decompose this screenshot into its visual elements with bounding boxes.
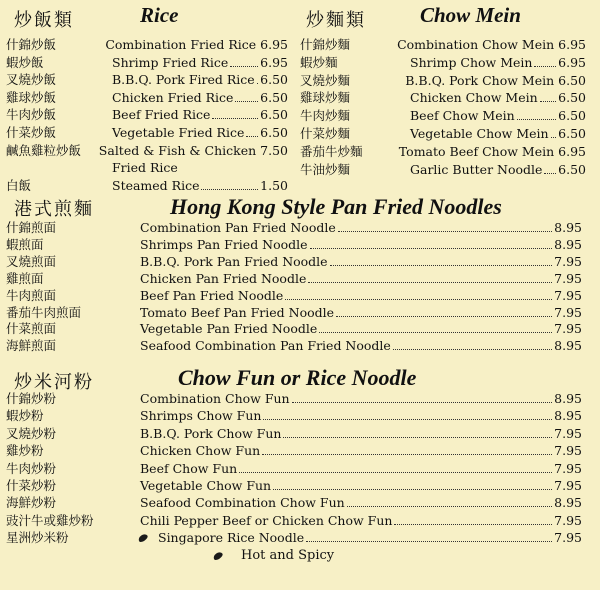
menu-item-name: Vegetable Chow Mein xyxy=(410,126,549,141)
menu-item-name: Combination Pan Fried Noodle xyxy=(140,220,336,235)
menu-item xyxy=(6,460,582,477)
menu-item-price: 7.95 xyxy=(554,478,582,493)
menu-item-chinese-name: 蝦炒飯 xyxy=(6,54,44,70)
menu-item-price: 6.95 xyxy=(558,143,586,159)
menu-item-chinese-name: 什菜炒粉 xyxy=(6,478,57,493)
menu-item-price: 6.50 xyxy=(260,72,288,88)
leader-dots xyxy=(330,265,553,266)
menu-item xyxy=(6,529,582,546)
chili-pepper-icon xyxy=(137,532,149,543)
menu-item-name: B.B.Q. Pork Chow Mein xyxy=(405,72,555,88)
menu-item-name: Combination Fried Rice xyxy=(105,37,257,52)
leader-dots xyxy=(517,119,557,120)
menu-item xyxy=(6,89,288,106)
menu-item-price: 6.50 xyxy=(260,125,288,140)
menu-item xyxy=(300,107,586,124)
menu-item-name: Tomato Beef Pan Fried Noodle xyxy=(140,304,335,320)
menu-item-name: Singapore Rice Noodle xyxy=(158,530,305,546)
menu-item-name: Chicken Pan Fried Noodle xyxy=(140,270,307,286)
leader-dots xyxy=(262,454,552,455)
menu-item xyxy=(6,71,288,88)
leader-dots xyxy=(285,299,552,300)
menu-item-chinese-name: 牛肉炒粉 xyxy=(6,460,57,476)
menu-item-name: Chili Pepper Beef or Chicken Chow Fun xyxy=(140,512,393,528)
chow-fun-title-cjk: 炒米河粉 xyxy=(14,372,94,393)
leader-dots xyxy=(235,101,258,102)
menu-item xyxy=(300,125,586,142)
menu-item xyxy=(6,236,582,253)
chow-mein-title: Chow Mein xyxy=(420,3,521,27)
menu-item-price: 6.50 xyxy=(260,107,288,123)
menu-item-price: 7.95 xyxy=(554,270,582,286)
menu-item xyxy=(6,512,582,529)
menu-item xyxy=(6,106,288,123)
menu-item xyxy=(6,177,288,194)
menu-item xyxy=(6,124,288,141)
menu-item xyxy=(6,407,582,424)
menu-item xyxy=(6,320,582,337)
menu-item-chinese-name: 鹹魚雞粒炒飯 xyxy=(6,142,82,158)
menu-item-price: 8.95 xyxy=(554,495,582,511)
leader-dots xyxy=(201,189,258,190)
chow-mein-title-cjk: 炒麵類 xyxy=(306,10,366,31)
leader-dots xyxy=(246,136,258,137)
menu-item-chinese-name: 蝦煎面 xyxy=(6,236,44,252)
menu-item xyxy=(300,72,586,89)
menu-item-price: 6.50 xyxy=(558,72,586,88)
menu-item xyxy=(6,337,582,354)
menu-item xyxy=(6,425,582,442)
menu-item-chinese-name: 番茄牛炒麵 xyxy=(300,143,363,159)
menu-item-price: 7.95 xyxy=(554,304,582,320)
pan-fried-title-cjk: 港式煎麵 xyxy=(14,199,94,220)
menu-item-chinese-name: 什錦炒麵 xyxy=(300,37,351,52)
hot-spicy-label: Hot and Spicy xyxy=(241,548,335,563)
menu-item-chinese-name: 什菜炒麵 xyxy=(300,126,351,141)
leader-dots xyxy=(239,472,552,473)
menu-item xyxy=(6,494,582,511)
menu-item-name: Vegetable Fried Rice xyxy=(112,125,245,140)
menu-item-name: Chicken Chow Fun xyxy=(140,443,261,459)
menu-item-chinese-name: 牛油炒麵 xyxy=(300,161,351,177)
menu-item-price: 7.95 xyxy=(554,443,582,459)
menu-item xyxy=(6,159,288,176)
menu-item-price: 8.95 xyxy=(554,338,582,354)
menu-item-chinese-name: 蝦炒粉 xyxy=(6,408,44,424)
menu-item-chinese-name: 蝦炒麵 xyxy=(300,54,338,70)
menu-item-name: Shrimp Chow Mein xyxy=(410,54,533,70)
menu-item-price: 8.95 xyxy=(554,220,582,235)
menu-item xyxy=(6,442,582,459)
leader-dots xyxy=(230,66,258,67)
menu-item-name: Combination Chow Mein xyxy=(397,37,555,52)
menu-item xyxy=(6,142,288,159)
menu-item-price: 7.95 xyxy=(554,321,582,337)
menu-item-price: 8.95 xyxy=(554,236,582,252)
menu-item xyxy=(6,304,582,321)
menu-item-name: Vegetable Chow Fun xyxy=(140,478,272,493)
menu-item-name: B.B.Q. Pork Fired Rice xyxy=(112,72,255,88)
leader-dots xyxy=(544,173,556,174)
menu-item xyxy=(300,161,586,178)
menu-item-name: Chicken Fried Rice xyxy=(112,89,234,105)
menu-item-price: 8.95 xyxy=(554,391,582,406)
menu-item xyxy=(300,89,586,106)
leader-dots xyxy=(212,118,258,119)
menu-item-price: 7.95 xyxy=(554,530,582,546)
menu-item-name: Salted & Fish & Chicken xyxy=(98,142,257,158)
menu-item-chinese-name: 雞球炒麵 xyxy=(300,90,351,106)
leader-dots xyxy=(336,316,552,317)
menu-item-price: 6.50 xyxy=(558,90,586,106)
leader-dots xyxy=(338,231,552,232)
menu-item-chinese-name: 海鮮炒粉 xyxy=(6,495,57,511)
menu-item xyxy=(300,36,586,53)
chow-fun-title: Chow Fun or Rice Noodle xyxy=(178,365,417,390)
leader-dots xyxy=(310,248,553,249)
pan-fried-title: Hong Kong Style Pan Fried Noodles xyxy=(170,194,502,219)
hot-spicy-legend xyxy=(213,548,334,563)
menu-item-price: 6.50 xyxy=(558,108,586,124)
menu-item-price: 6.50 xyxy=(558,161,586,177)
menu-item-chinese-name: 番茄牛肉煎面 xyxy=(6,304,82,320)
menu-item-name: Shrimps Pan Fried Noodle xyxy=(140,236,308,252)
menu-item-price: 1.50 xyxy=(260,177,288,193)
menu-item-name: Seafood Combination Pan Fried Noodle xyxy=(140,338,391,354)
menu-item xyxy=(300,54,586,71)
leader-dots xyxy=(534,66,556,67)
menu-item-chinese-name: 叉燒炒麵 xyxy=(300,72,351,88)
rice-title: Rice xyxy=(140,3,179,27)
leader-dots xyxy=(257,83,258,84)
leader-dots xyxy=(347,506,552,507)
menu-item-price: 7.50 xyxy=(260,142,288,158)
menu-item-name: Seafood Combination Chow Fun xyxy=(140,495,345,511)
rice-title-cjk: 炒飯類 xyxy=(14,10,74,31)
menu-item-price: 6.95 xyxy=(558,37,586,52)
menu-item-chinese-name: 牛肉炒飯 xyxy=(6,107,57,123)
menu-item-name: Fried Rice xyxy=(112,160,178,176)
menu-item-chinese-name: 雞煎面 xyxy=(6,270,44,286)
menu-item xyxy=(6,253,582,270)
menu-item xyxy=(6,477,582,494)
leader-dots xyxy=(273,489,552,490)
leader-dots xyxy=(308,282,552,283)
leader-dots xyxy=(540,101,556,102)
menu-item-name: Beef Chow Fun xyxy=(140,460,238,476)
menu-item xyxy=(6,54,288,71)
menu-item-chinese-name: 牛肉煎面 xyxy=(6,287,57,303)
menu-item-price: 7.95 xyxy=(554,512,582,528)
menu-item-chinese-name: 什菜煎面 xyxy=(6,321,57,337)
menu-item xyxy=(6,270,582,287)
leader-dots xyxy=(319,332,552,333)
menu-item-name: Beef Fried Rice xyxy=(112,107,211,123)
leader-dots xyxy=(393,349,552,350)
menu-item-name: Garlic Butter Noodle xyxy=(410,161,543,177)
menu-item-price: 7.95 xyxy=(554,460,582,476)
menu-item-price: 6.95 xyxy=(558,54,586,70)
leader-dots xyxy=(263,419,552,420)
leader-dots xyxy=(292,402,553,403)
menu-item-name: B.B.Q. Pork Chow Fun xyxy=(140,425,282,441)
menu-item-price: 6.95 xyxy=(260,37,288,52)
menu-item-name: Steamed Rice xyxy=(112,177,200,193)
menu-item xyxy=(300,143,586,160)
menu-item-chinese-name: 雞球炒飯 xyxy=(6,89,57,105)
menu-item-name: Shrimp Fried Rice xyxy=(112,54,229,70)
menu-item xyxy=(6,390,582,407)
menu-item-price: 6.50 xyxy=(260,89,288,105)
menu-item-name: Beef Pan Fried Noodle xyxy=(140,287,284,303)
leader-dots xyxy=(306,541,552,542)
menu-item-name: Beef Chow Mein xyxy=(410,108,515,124)
menu-item-chinese-name: 叉燒炒飯 xyxy=(6,72,57,88)
menu-item-chinese-name: 雞炒粉 xyxy=(6,443,44,459)
menu-item-chinese-name: 叉燒煎面 xyxy=(6,253,57,269)
leader-dots xyxy=(551,137,557,138)
menu-item-price: 8.95 xyxy=(554,408,582,424)
menu-item-chinese-name: 豉汁牛或雞炒粉 xyxy=(6,512,94,528)
menu-item-name: Chicken Chow Mein xyxy=(410,90,538,106)
menu-item-name: Shrimps Chow Fun xyxy=(140,408,262,424)
menu-item xyxy=(6,287,582,304)
menu-item-name: Vegetable Pan Fried Noodle xyxy=(140,321,318,337)
menu-item-price: 7.95 xyxy=(554,425,582,441)
menu-item-price: 7.95 xyxy=(554,253,582,269)
menu-item-chinese-name: 什菜炒飯 xyxy=(6,125,57,140)
menu-item-name: Tomato Beef Chow Mein xyxy=(398,143,555,159)
leader-dots xyxy=(394,524,552,525)
leader-dots xyxy=(283,437,552,438)
menu-item-chinese-name: 白飯 xyxy=(6,177,32,193)
menu-item-price: 7.95 xyxy=(554,287,582,303)
chili-pepper-icon xyxy=(212,550,224,561)
menu-item-chinese-name: 牛肉炒麵 xyxy=(300,108,351,124)
menu-item-chinese-name: 什錦煎面 xyxy=(6,220,57,235)
menu-item-price: 6.95 xyxy=(260,54,288,70)
menu-item-price: 6.50 xyxy=(558,126,586,141)
menu-item-chinese-name: 什錦炒粉 xyxy=(6,391,57,406)
menu-item-chinese-name: 什錦炒飯 xyxy=(6,37,57,52)
menu-item-chinese-name: 叉燒炒粉 xyxy=(6,425,57,441)
menu-item-chinese-name: 星洲炒米粉 xyxy=(6,530,69,546)
menu-item xyxy=(6,36,288,53)
menu-item xyxy=(6,219,582,236)
menu-item-name: Combination Chow Fun xyxy=(140,391,290,406)
menu-item-name: B.B.Q. Pork Pan Fried Noodle xyxy=(140,253,328,269)
menu-item-chinese-name: 海鮮煎面 xyxy=(6,338,57,354)
